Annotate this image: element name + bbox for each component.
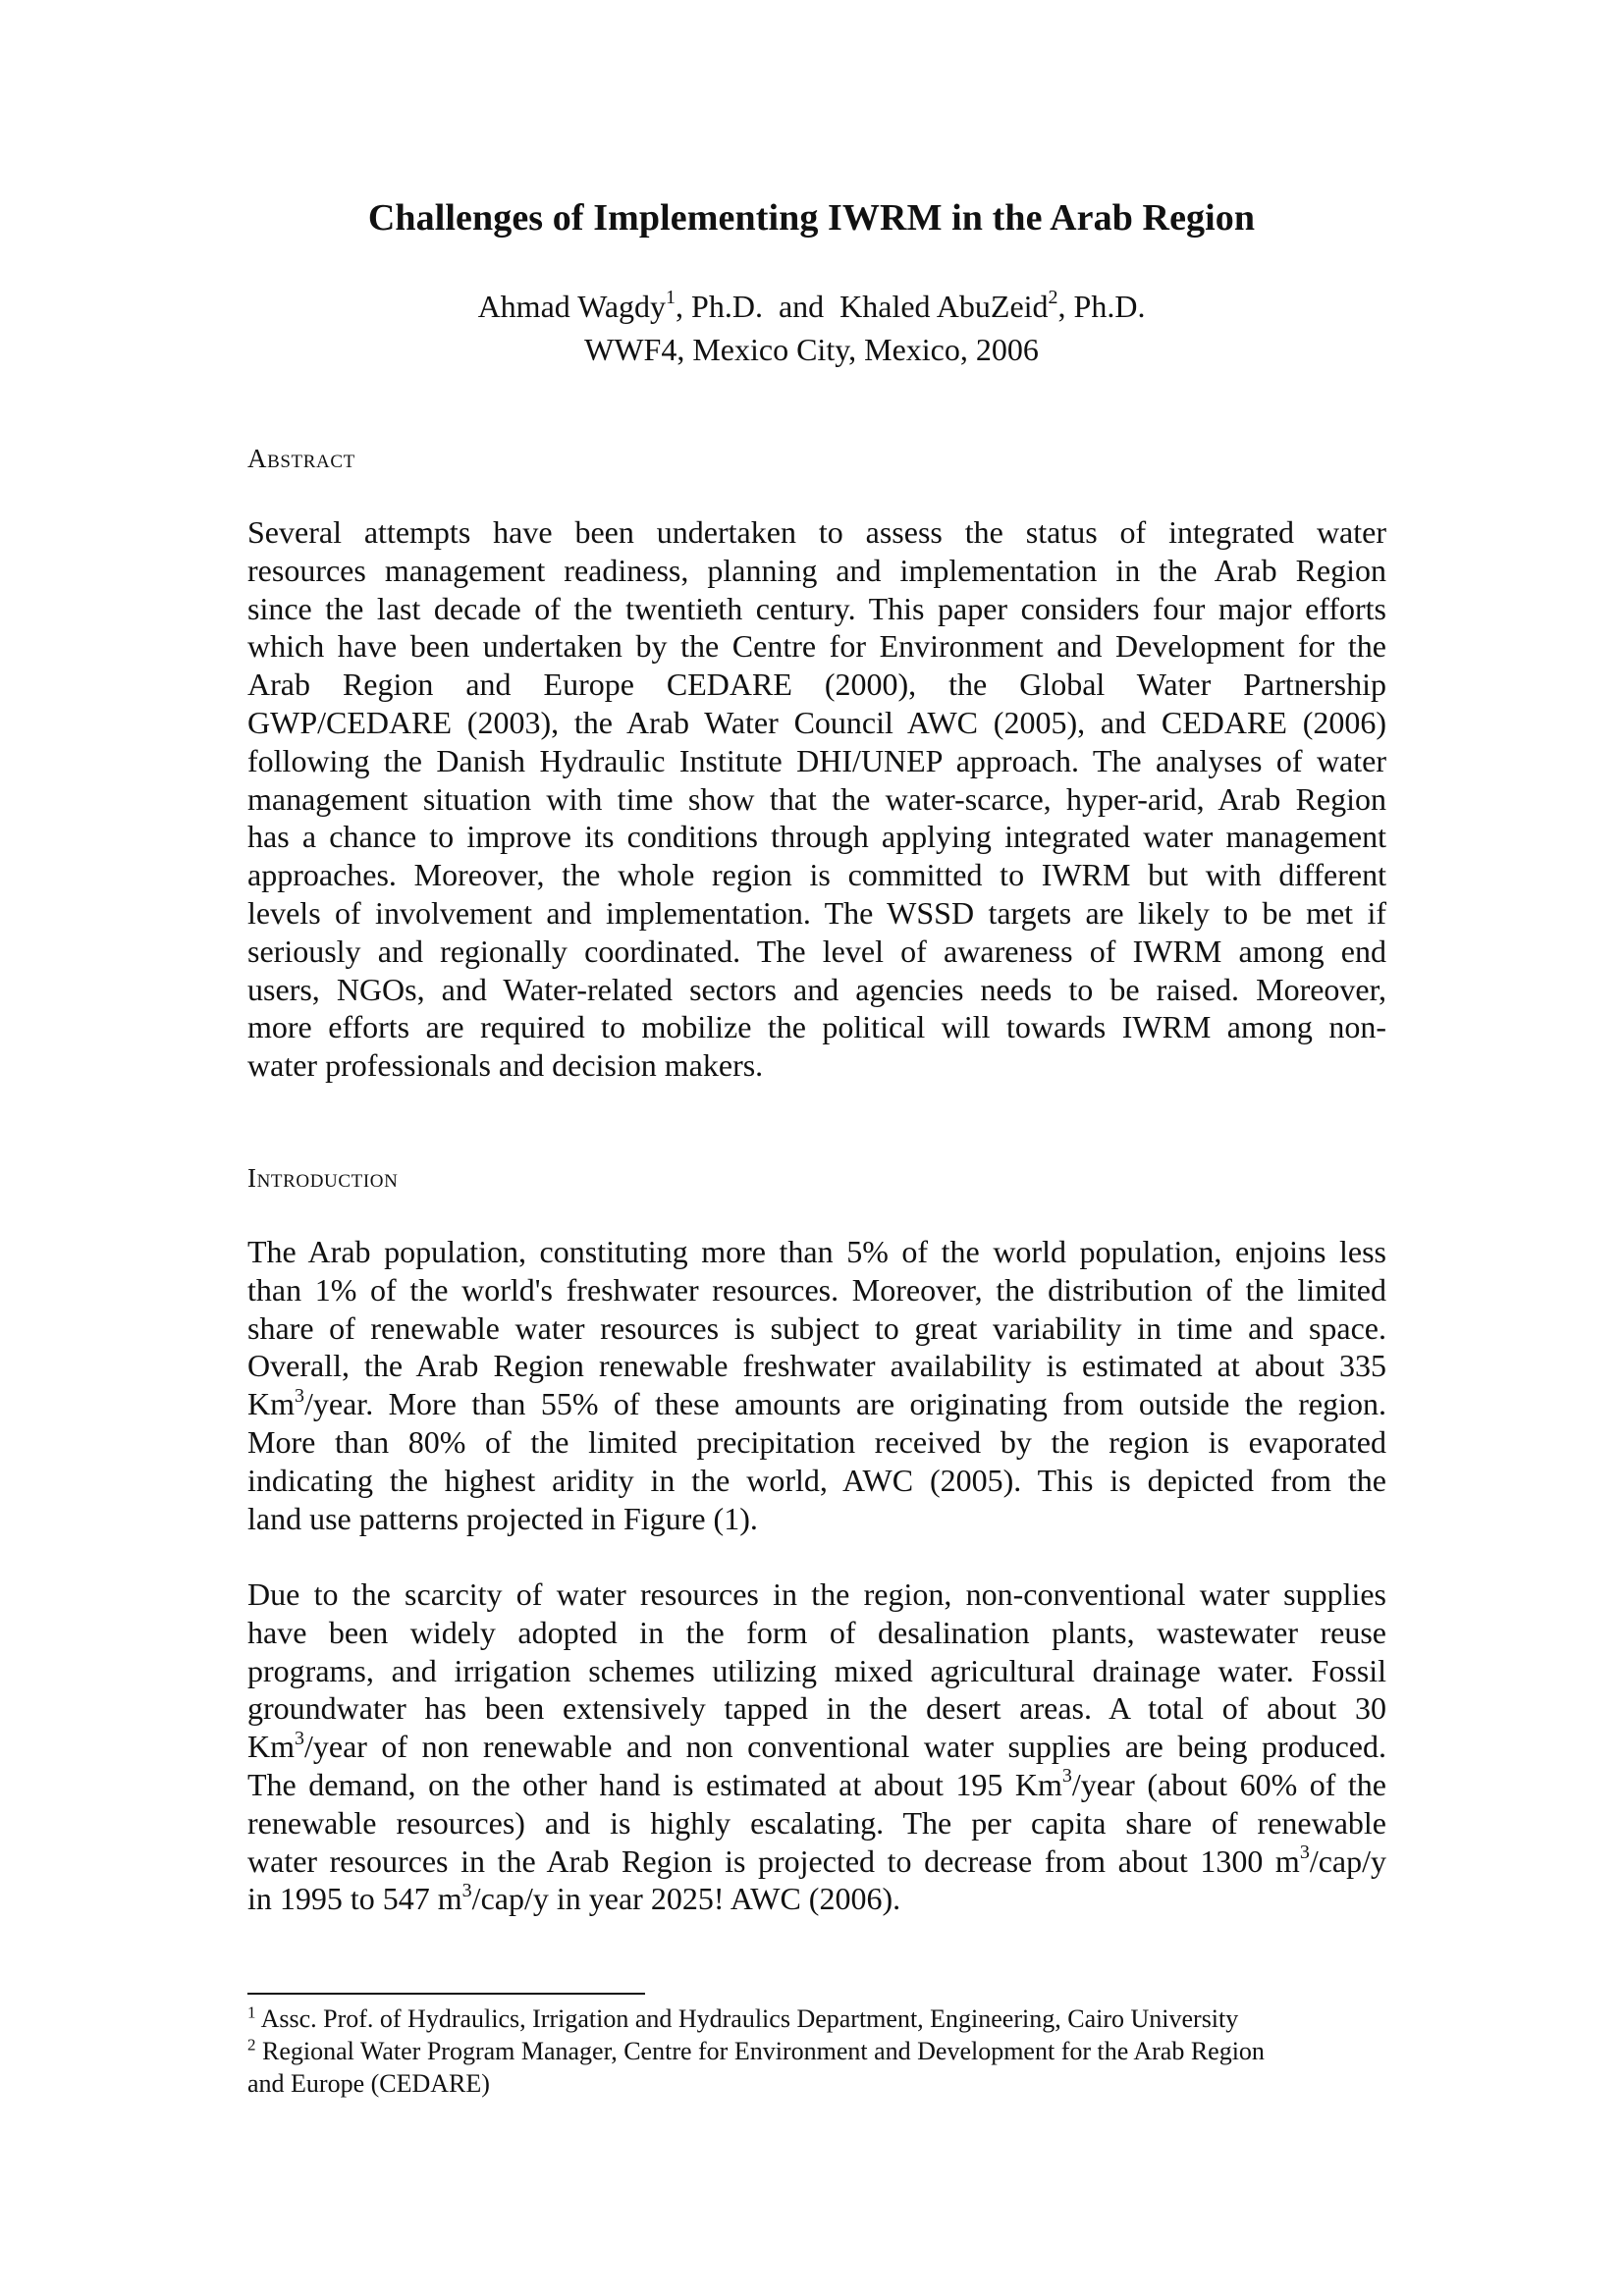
footnote-mark: 2	[247, 2035, 256, 2055]
unit-text: Km	[247, 1386, 295, 1422]
abstract-line: which have been undertaken by the Centre for Environment and Development for the	[247, 628, 1386, 665]
abstract-line: Several attempts have been undertaken to assess the status of integrated water	[247, 514, 1386, 550]
abstract-heading: Abstract	[247, 444, 355, 473]
line-text: water resources in the Arab Region is projected to decrease from about 1300 m	[247, 1842, 1300, 1879]
abstract-line: Arab Region and Europe CEDARE (2000), the Global Water Partnership	[247, 667, 1386, 703]
venue-line: WWF4, Mexico City, Mexico, 2006	[584, 332, 1039, 367]
line-text: /cap/y in year 2025! AWC (2006).	[471, 1881, 901, 1917]
paragraph-line: indicating the highest aridity in the world, AWC (2005). This is depicted from the	[247, 1462, 1386, 1498]
footnote-2	[247, 2035, 1386, 2067]
paragraph-line: The Arab population, constituting more than 5% of the world population, enjoins less	[247, 1234, 1386, 1269]
paragraph-line	[247, 1880, 1386, 1918]
introduction-paragraph-2	[247, 1575, 1386, 1918]
superscript: 3	[295, 1384, 304, 1407]
abstract-line: approaches. Moreover, the whole region is committed to IWRM but with different	[247, 857, 1386, 893]
abstract-line: seriously and regionally coordinated. The level of awareness of IWRM among end	[247, 933, 1386, 969]
abstract-line: management situation with time show that the water-scarce, hyper-arid, Arab Region	[247, 780, 1386, 817]
footnote-text: Regional Water Program Manager, Centre for Environment and Development for the Arab Region	[255, 2037, 1265, 2065]
footnote-mark: 1	[247, 2002, 256, 2022]
unit-text: Km	[247, 1729, 295, 1765]
footnote-text: and Europe (CEDARE)	[247, 2069, 490, 2098]
paper-title: Challenges of Implementing IWRM in the Arab Region	[367, 197, 1256, 239]
abstract-line: levels of involvement and implementation. The WSSD targets are likely to be met if	[247, 894, 1386, 931]
line-text: /year of non renewable and non conventional water supplies are being produced.	[304, 1729, 1386, 1765]
paragraph-line: renewable resources) and is highly escalating. The per capita share of renewable	[247, 1804, 1386, 1841]
abstract-line: since the last decade of the twentieth century. This paper considers four major efforts	[247, 590, 1386, 626]
paragraph-line: More than 80% of the limited precipitation received by the region is evaporated	[247, 1423, 1386, 1460]
footnotes	[247, 2002, 1386, 2100]
abstract-paragraph	[247, 513, 1386, 1085]
superscript: 3	[295, 1727, 304, 1749]
footnote-1	[247, 2002, 1386, 2035]
line-text: /year. More than 55% of these amounts are originating from outside the region.	[304, 1386, 1386, 1422]
line-text: The demand, on the other hand is estimated at about 195 Km	[247, 1766, 1062, 1802]
paragraph-line	[247, 1842, 1386, 1881]
abstract-line: resources management readiness, planning and implementation in the Arab Region	[247, 552, 1386, 588]
footnote-separator	[247, 1993, 645, 1995]
line-text: /year (about 60% of the	[1071, 1766, 1387, 1802]
author-1-footnote-mark: 1	[666, 287, 676, 309]
introduction-heading: Introduction	[247, 1163, 399, 1193]
paragraph-line	[247, 1766, 1386, 1804]
paragraph-line: Overall, the Arab Region renewable freshwater availability is estimated at about 335	[247, 1348, 1386, 1384]
author-1-name: Ahmad Wagdy	[477, 289, 667, 324]
introduction-paragraph-1	[247, 1233, 1386, 1537]
author-1-degree: , Ph.D.	[676, 289, 763, 324]
abstract-line: has a chance to improve its conditions through applying integrated water management	[247, 819, 1386, 855]
abstract-line: following the Danish Hydraulic Institute DHI/UNEP approach. The analyses of water	[247, 742, 1386, 778]
paragraph-line: have been widely adopted in the form of desalination plants, wastewater reuse	[247, 1614, 1386, 1650]
line-text: /cap/y	[1309, 1842, 1386, 1879]
superscript: 3	[1061, 1765, 1072, 1788]
superscript: 3	[461, 1879, 472, 1901]
superscript: 3	[1299, 1841, 1310, 1863]
paragraph-line: groundwater has been extensively tapped in the desert areas. A total of about 30	[247, 1690, 1386, 1727]
abstract-line: more efforts are required to mobilize the political will towards IWRM among non-	[247, 1009, 1386, 1045]
abstract-line: GWP/CEDARE (2003), the Arab Water Council AWC (2005), and CEDARE (2006)	[247, 704, 1386, 740]
paragraph-line: land use patterns projected in Figure (1).	[247, 1500, 758, 1536]
author-line	[0, 285, 1623, 328]
paragraph-line	[247, 1728, 1386, 1766]
paragraph-line: than 1% of the world's freshwater resources. Moreover, the distribution of the limited	[247, 1271, 1386, 1308]
footnote-text: Assc. Prof. of Hydraulics, Irrigation and Hydraulics Department, Engineering, Cairo University	[255, 2004, 1239, 2033]
author-2-footnote-mark: 2	[1048, 287, 1058, 309]
paragraph-line: share of renewable water resources is subject to great variability in time and space.	[247, 1309, 1386, 1346]
paragraph-line: programs, and irrigation schemes utilizing mixed agricultural drainage water. Fossil	[247, 1652, 1386, 1688]
paragraph-line: Due to the scarcity of water resources in the region, non-conventional water supplies	[247, 1576, 1386, 1612]
author-2-degree: , Ph.D.	[1057, 289, 1146, 324]
paragraph-line	[247, 1385, 1386, 1423]
author-block	[0, 285, 1623, 371]
author-2-name: Khaled AbuZeid	[839, 289, 1049, 324]
line-text: in 1995 to 547 m	[247, 1881, 462, 1917]
abstract-line: water professionals and decision makers.	[247, 1047, 764, 1084]
footnote-2-continued	[247, 2067, 1386, 2100]
author-conjunction: and	[778, 289, 825, 324]
abstract-line: users, NGOs, and Water-related sectors and agencies needs to be raised. Moreover,	[247, 971, 1386, 1007]
